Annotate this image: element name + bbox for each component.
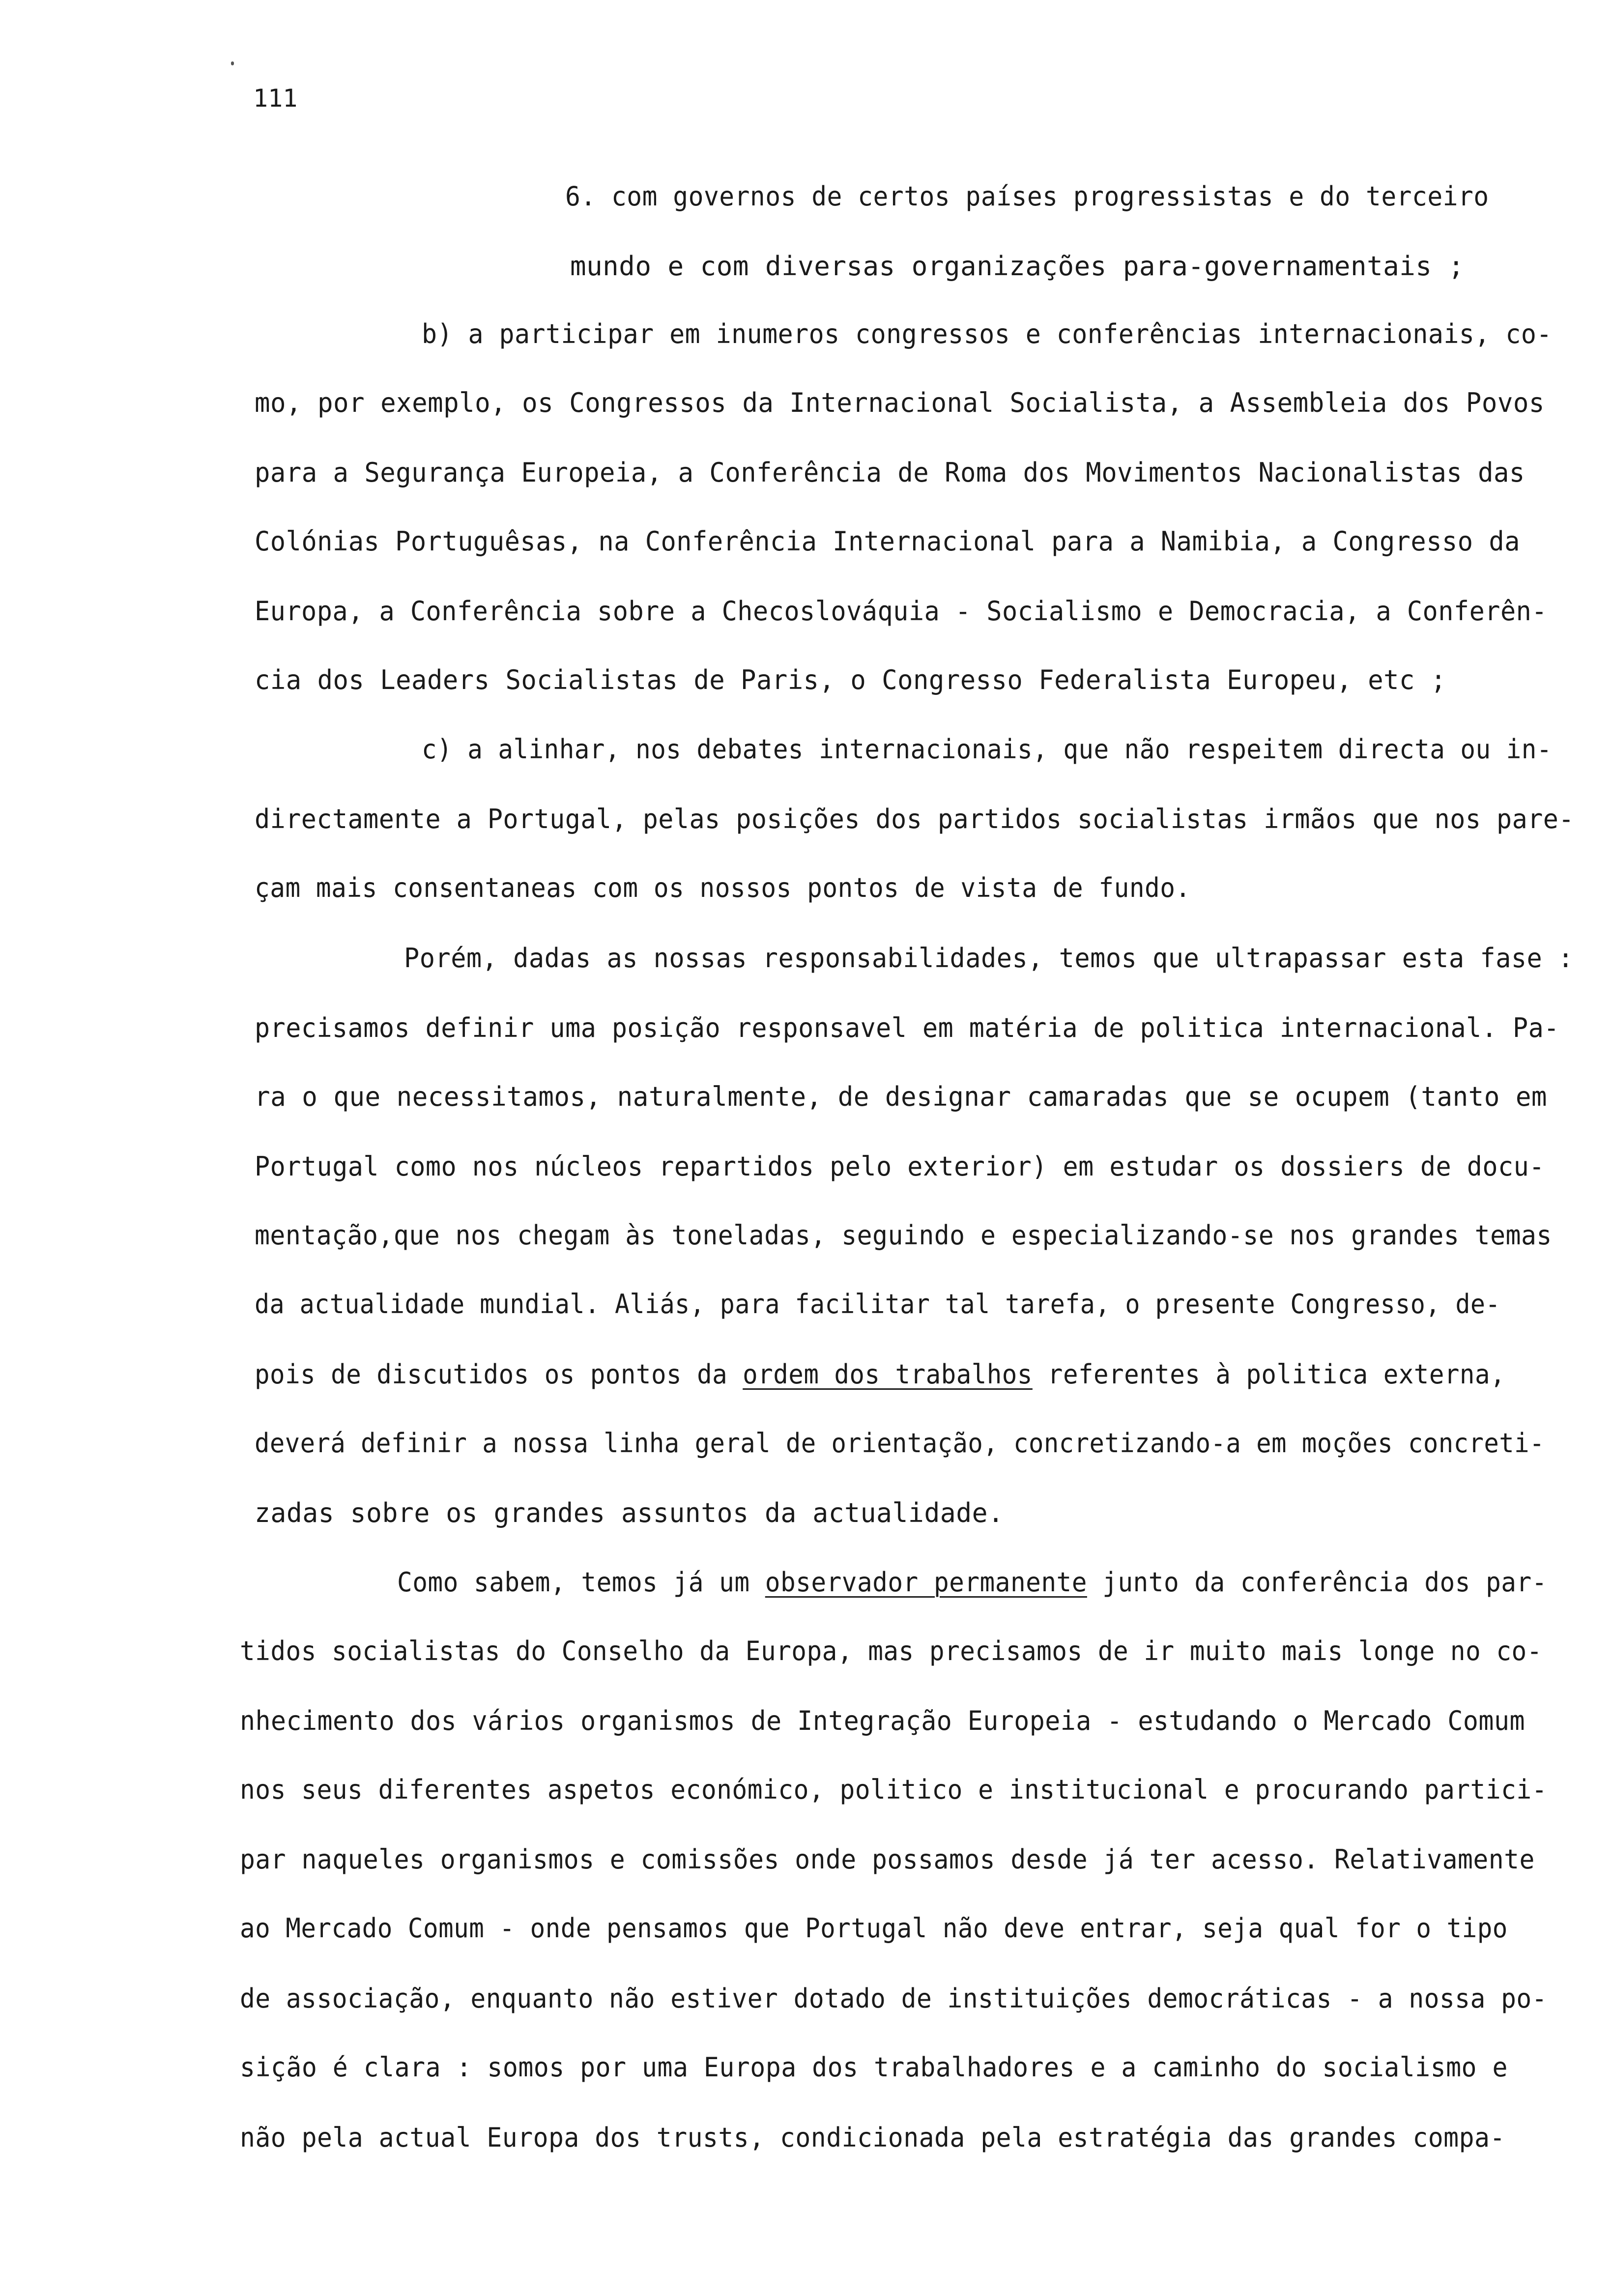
text-line xyxy=(255,1289,1500,1320)
text-segment: Porém, dadas as nossas responsabilidades, temos que ultrapassar esta fase : xyxy=(404,943,1574,974)
text-segment: pois de discutidos os pontos da xyxy=(255,1359,743,1390)
text-segment: 6. com governos de certos países progressistas e do terceiro xyxy=(565,181,1489,212)
text-segment: Colónias Portuguêsas, na Conferência Internacional para a Namibia, a Congresso da xyxy=(255,526,1520,557)
text-line xyxy=(240,1913,1508,1944)
text-segment: precisamos definir uma posição responsavel em matéria de politica internacional. Pa- xyxy=(255,1012,1559,1043)
text-segment: par naqueles organismos e comissões onde possamos desde já ter acesso. Relativamente xyxy=(240,1844,1535,1875)
text-line xyxy=(240,1705,1525,1737)
text-segment: junto da conferência dos par- xyxy=(1087,1567,1547,1598)
text-line xyxy=(255,387,1545,419)
text-line xyxy=(255,526,1520,557)
text-segment: nhecimento dos vários organismos de Integração Europeia - estudando o Mercado Comum xyxy=(240,1705,1525,1736)
text-segment: referentes à politica externa, xyxy=(1032,1359,1506,1390)
text-line xyxy=(255,1359,1505,1390)
text-segment: ao Mercado Comum - onde pensamos que Portugal não deve entrar, seja qual for o tipo xyxy=(240,1913,1508,1944)
text-line xyxy=(240,1844,1535,1875)
text-segment: b) a participar em inumeros congressos e conferências internacionais, co- xyxy=(422,318,1552,349)
text-segment: nos seus diferentes aspetos económico, politico e institucional e procurando partici- xyxy=(240,1774,1548,1805)
text-line xyxy=(255,872,1191,904)
text-line xyxy=(240,2122,1505,2153)
text-segment: tidos socialistas do Conselho da Europa, mas precisamos de ir muito mais longe no co- xyxy=(240,1636,1542,1666)
text-line xyxy=(240,1774,1547,1806)
text-segment: mentação,que nos chegam às toneladas, seguindo e especializando-se nos grandes temas xyxy=(255,1220,1552,1251)
text-segment: c) a alinhar, nos debates internacionais, que não respeitem directa ou in- xyxy=(422,734,1552,765)
text-segment: mo, por exemplo, os Congressos da Internacional Socialista, a Assembleia dos Povos xyxy=(255,387,1545,418)
scan-speck xyxy=(231,61,234,65)
text-line xyxy=(255,596,1547,627)
text-line xyxy=(404,943,1574,974)
text-line xyxy=(255,664,1446,696)
text-segment: não pela actual Europa dos trusts, condicionada pela estratégia das grandes compa- xyxy=(240,2122,1505,2153)
text-segment: deverá definir a nossa linha geral de orientação, concretizando-a em moções concreti- xyxy=(255,1428,1545,1459)
text-line xyxy=(255,1012,1559,1044)
text-segment: ra o que necessitamos, naturalmente, de designar camaradas que se ocupem (tanto em xyxy=(255,1081,1548,1112)
text-line xyxy=(240,1636,1542,1667)
text-segment: çam mais consentaneas com os nossos pontos de vista de fundo. xyxy=(255,872,1191,903)
text-segment: sição é clara : somos por uma Europa dos trabalhadores e a caminho do socialismo e xyxy=(240,2052,1508,2083)
text-line xyxy=(255,457,1525,488)
text-line xyxy=(255,1151,1545,1182)
text-line xyxy=(255,1497,1004,1529)
text-segment: Europa, a Conferência sobre a Checoslováquia - Socialismo e Democracia, a Conferên- xyxy=(255,596,1548,627)
text-line xyxy=(255,1220,1552,1251)
text-segment: cia dos Leaders Socialistas de Paris, o Congresso Federalista Europeu, etc ; xyxy=(255,664,1446,695)
text-segment: mundo e com diversas organizações para-governamentais ; xyxy=(570,251,1465,282)
text-segment: zadas sobre os grandes assuntos da actualidade. xyxy=(255,1497,1004,1528)
text-line xyxy=(240,1983,1547,2014)
text-line xyxy=(422,734,1552,765)
text-segment: de associação, enquanto não estiver dotado de instituições democráticas - a nossa po- xyxy=(240,1983,1548,2014)
text-line xyxy=(570,251,1465,282)
text-line xyxy=(255,804,1574,835)
underlined-phrase: ordem dos trabalhos xyxy=(743,1359,1033,1390)
text-line xyxy=(397,1567,1547,1598)
text-line xyxy=(565,181,1489,212)
text-line xyxy=(422,318,1552,350)
text-segment: Como sabem, temos já um xyxy=(397,1567,765,1598)
text-segment: da actualidade mundial. Aliás, para facilitar tal tarefa, o presente Congresso, de- xyxy=(255,1289,1500,1320)
text-line xyxy=(255,1081,1547,1113)
text-segment: directamente a Portugal, pelas posições dos partidos socialistas irmãos que nos pare- xyxy=(255,804,1574,834)
text-segment: para a Segurança Europeia, a Conferência de Roma dos Movimentos Nacionalistas das xyxy=(255,457,1525,488)
text-line xyxy=(240,2052,1508,2083)
underlined-phrase: observador permanente xyxy=(765,1567,1087,1598)
text-line xyxy=(255,1428,1545,1459)
page-number: 111 xyxy=(253,84,298,113)
text-segment: Portugal como nos núcleos repartidos pelo exterior) em estudar os dossiers de docu- xyxy=(255,1151,1545,1182)
